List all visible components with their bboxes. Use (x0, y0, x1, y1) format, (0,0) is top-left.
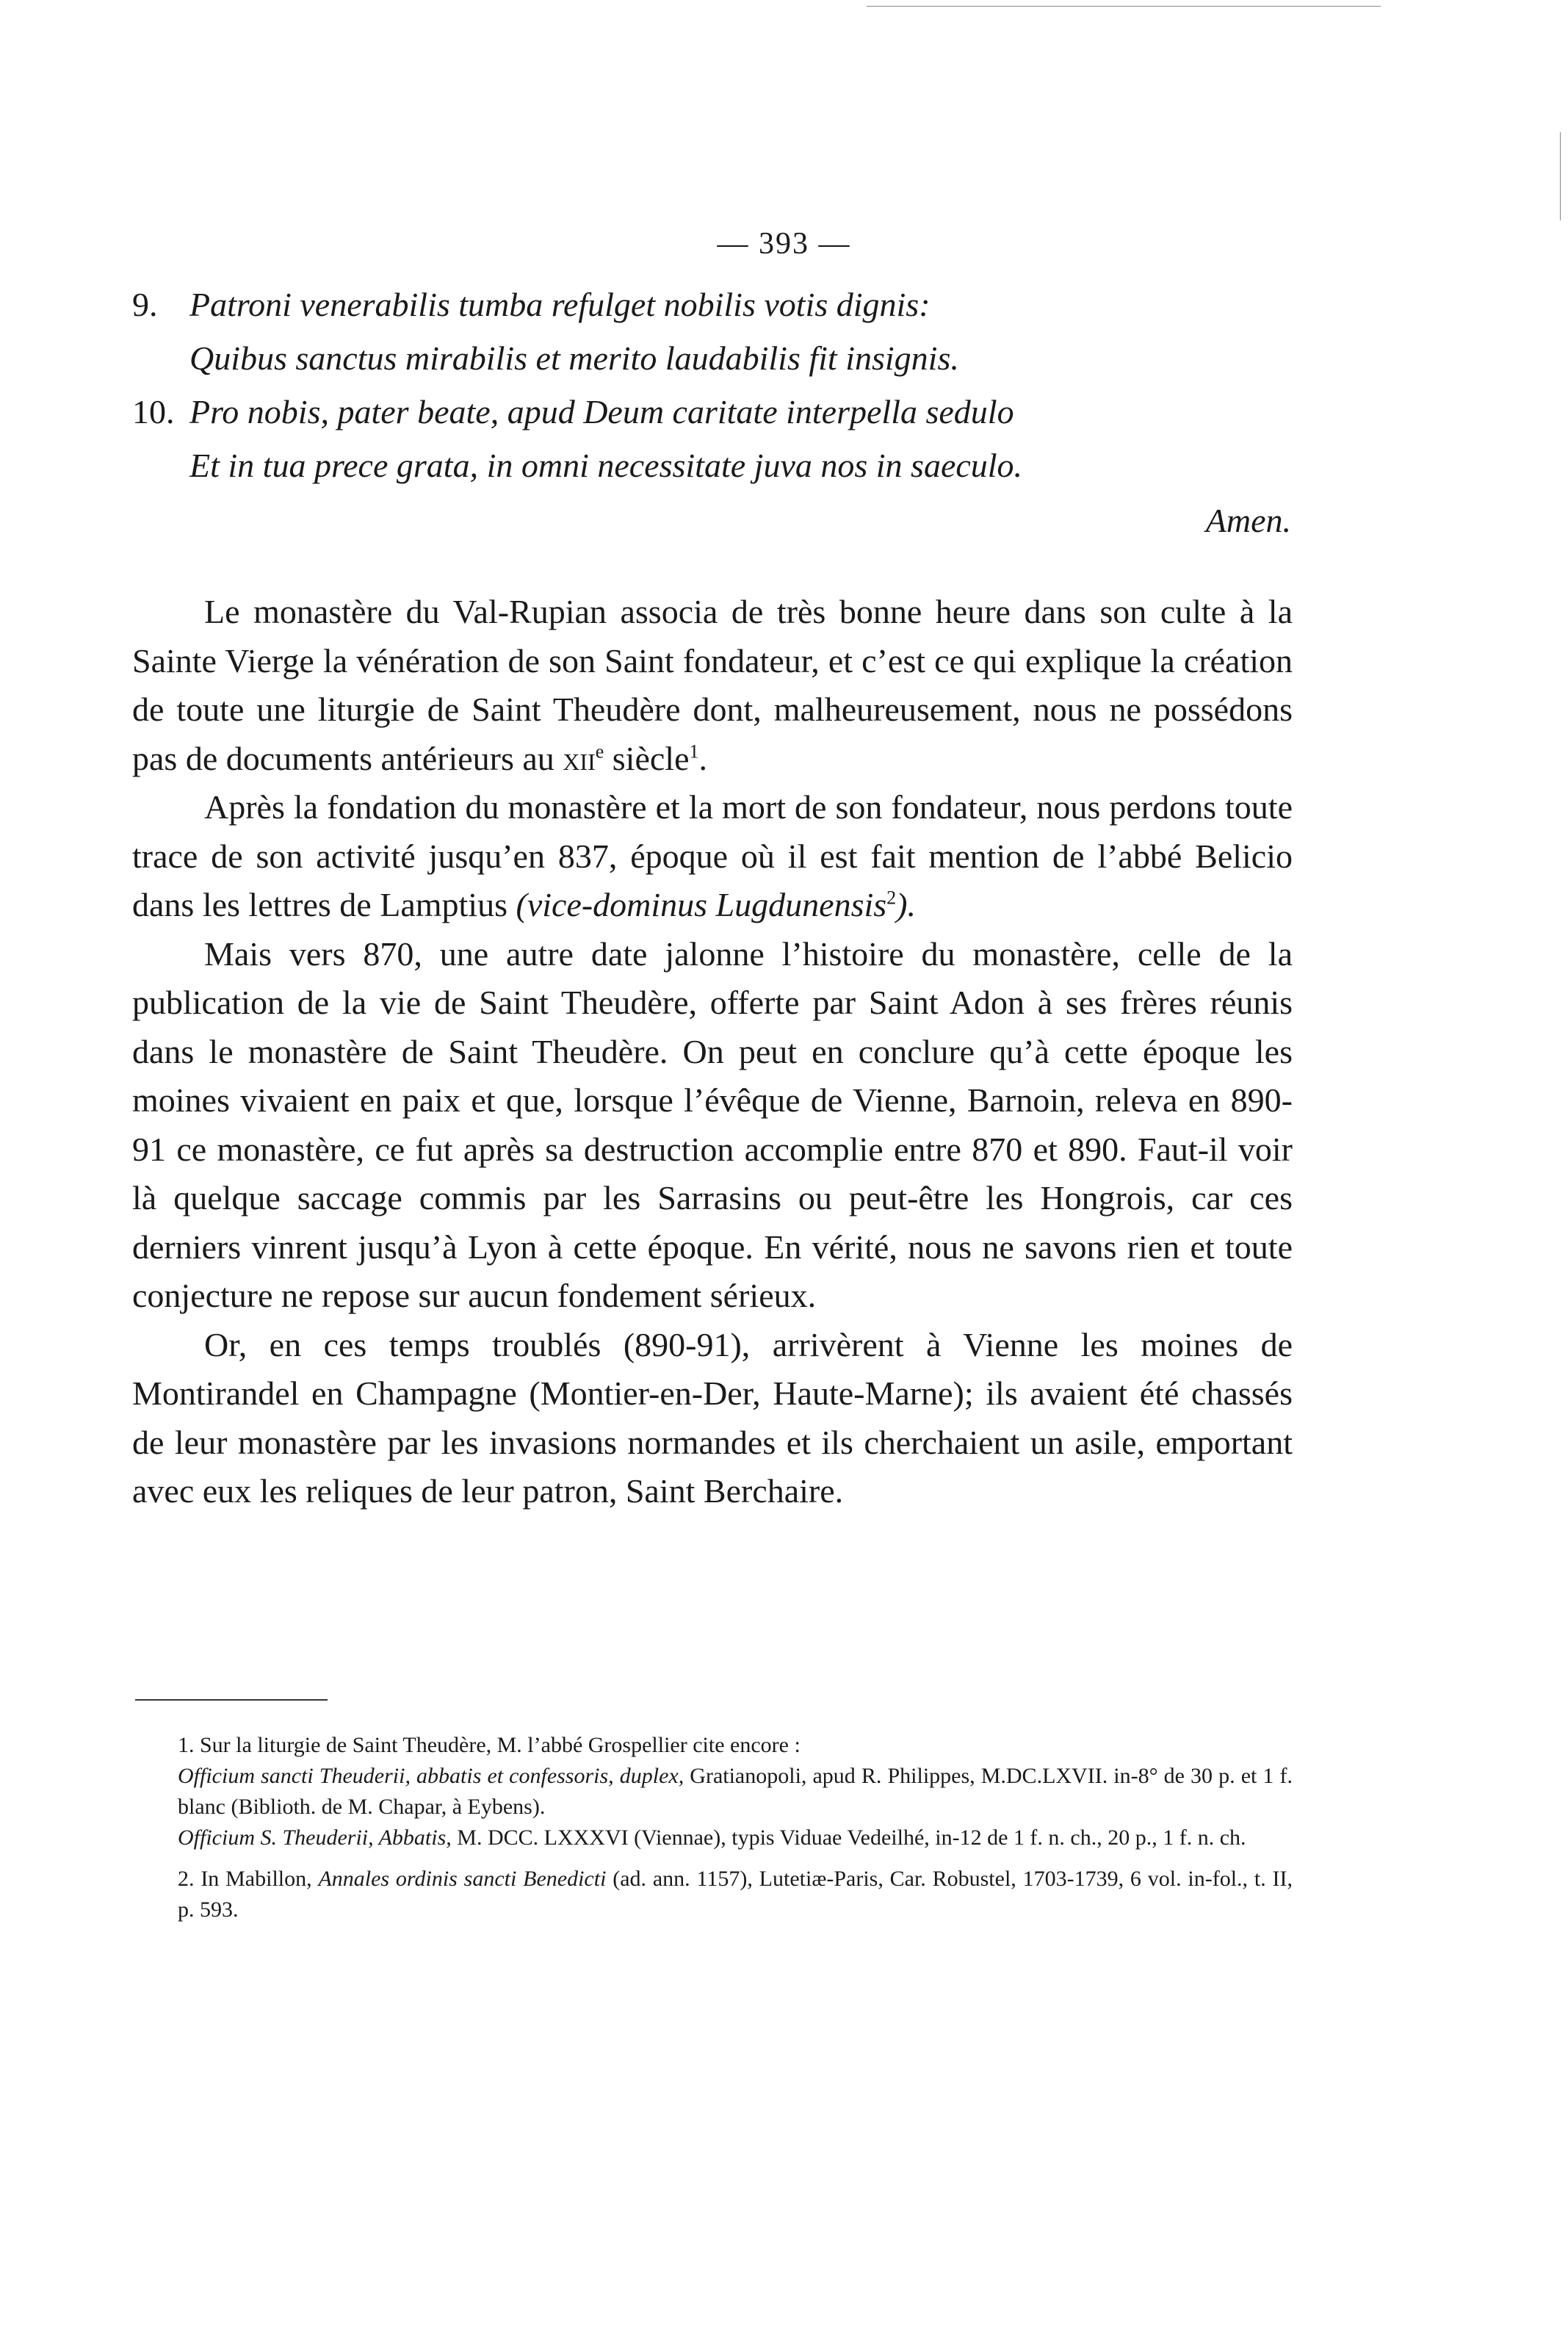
verse-number: 9. (132, 286, 158, 323)
verse-10-line-2: Et in tua prece grata, in omni necessitate juva nos in saeculo. (189, 447, 1023, 484)
verse-9-line-1 (132, 278, 1293, 331)
scan-edge-line-top (867, 6, 1381, 7)
body-text (132, 588, 1293, 1516)
footnote-1-intro: 1. Sur la liturgie de Saint Theudère, M. l’abbé Grospellier cite encore : (178, 1733, 801, 1757)
paragraph-4: Or, en ces temps troublés (890-91), arrivèrent à Vienne les moines de Montirandel en Champagne (Montier-en-Der, Haute-Marne); ils avaient été chassés de leur monastère par les invasions normandes et ils cherchaient un asile, emportant avec eux les reliques de leur patron, Saint Berchaire. (132, 1325, 1293, 1510)
footnote-1-entry-a: Officium sancti Theuderii, abbatis et confessoris, duplex, Gratianopoli, apud R. Philippes, M.DC.LXVII. in-8° de 30 p. et 1 f. blanc (Biblioth. de M. Chapar, à Eybens). (178, 1764, 1293, 1819)
century-numeral: xii (563, 739, 596, 777)
verse-9-line-2: Quibus sanctus mirabilis et merito laudabilis fit insignis. (189, 339, 959, 377)
amen: Amen. (1205, 502, 1291, 539)
italic-citation: (vice-dominus Lugdunensis (516, 886, 887, 923)
footnote-ref-2: 2 (886, 887, 897, 909)
verse-number: 10. (132, 393, 175, 430)
scan-edge-line-right (1560, 132, 1561, 220)
paragraph-3: Mais vers 870, une autre date jalonne l’histoire du monastère, celle de la publication de la vie de Saint Theudère, offerte par Saint Adon à ses frères réunis dans le monastère de Saint Theudère. On peut en conclure qu’à cette époque les moines vivaient en paix et que, lorsque l’évêque de Vienne, Barnoin, releva en 890-91 ce monastère, ce fut après sa destruction accomplie entre 870 et 890. Faut-il voir là quelque saccage commis par les Sarrasins ou peut-être les Hongrois, car ces derniers vinrent jusqu’à Lyon à cette époque. En vérité, nous ne savons rien et toute conjecture ne repose sur aucun fondement sérieux. (132, 934, 1293, 1314)
footnote-separator (135, 1699, 328, 1701)
verse-text: Pro nobis, pater beate, apud Deum caritate interpella sedulo (189, 393, 1014, 430)
footnote-2: 2. In Mabillon, Annales ordinis sancti Benedicti (ad. ann. 1157), Lutetiæ-Paris, Car. Robustel, 1703-1739, 6 vol. in-fol., t. II, p. 593. (178, 1867, 1293, 1922)
verse-10-line-1 (132, 385, 1293, 439)
footnotes (132, 1730, 1293, 1936)
page-number: — 393 — (717, 227, 851, 261)
verse-text: Patroni venerabilis tumba refulget nobilis votis dignis: (189, 286, 931, 323)
paragraph-1: Le monastère du Val-Rupian associa de très bonne heure dans son culte à la Sainte Vierge la vénération de son Saint fondateur, et c’est ce qui explique la création de toute une liturgie de Saint Theudère dont, malheureusement, nous ne possédons pas de documents antérieurs au xii$^e$ siècle$^1$. (132, 593, 1293, 777)
footnote-ref-1: 1 (689, 740, 699, 763)
hymn-verses (132, 278, 1293, 547)
footnote-1 (132, 1730, 1293, 1853)
paragraph-2: Après la fondation du monastère et la mort de son fondateur, nous perdons toute trace de son activité jusqu’en 837, époque où il est fait mention de l’abbé Belicio dans les lettres de Lamptius (vice-dominus Lugdunensis$^2$). (132, 788, 1293, 923)
footnote-1-entry-b: Officium S. Theuderii, Abbatis, M. DCC. LXXXVI (Viennae), typis Viduae Vedeilhé, in-12 de 1 f. n. ch., 20 p., 1 f. n. ch. (178, 1825, 1246, 1850)
